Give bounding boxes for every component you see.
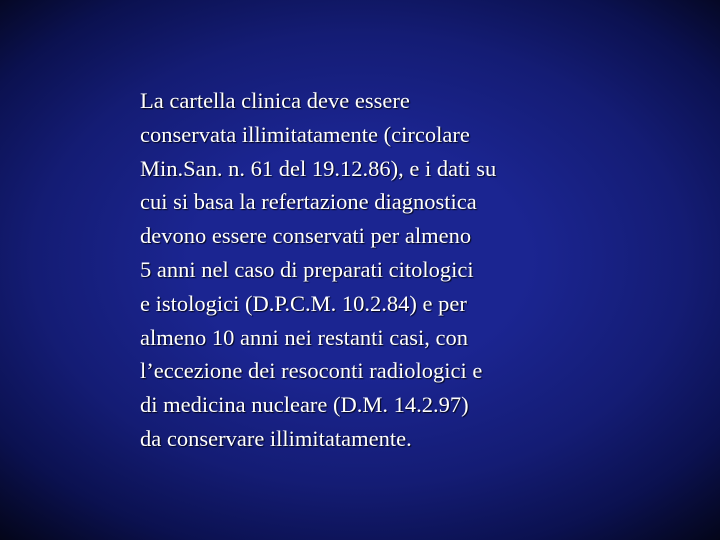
text-line: Min.San. n. 61 del 19.12.86), e i dati su [140, 155, 497, 181]
text-line: cui si basa la refertazione diagnostica [140, 189, 477, 215]
text-line: 5 anni nel caso di preparati citologici [140, 256, 474, 282]
slide-body-text [140, 84, 610, 456]
text-line: conservata illimitatamente (circolare [140, 121, 470, 147]
text-line: da conservare illimitatamente. [140, 425, 412, 451]
text-line: La cartella clinica deve essere [140, 88, 410, 113]
text-line: almeno 10 anni nei restanti casi, con [140, 324, 469, 350]
text-line: devono essere conservati per almeno [140, 223, 472, 249]
text-line: di medicina nucleare (D.M. 14.2.97) [140, 392, 469, 418]
text-line: l’eccezione dei resoconti radiologici e [140, 358, 483, 384]
text-line: e istologici (D.P.C.M. 10.2.84) e per [140, 290, 467, 316]
